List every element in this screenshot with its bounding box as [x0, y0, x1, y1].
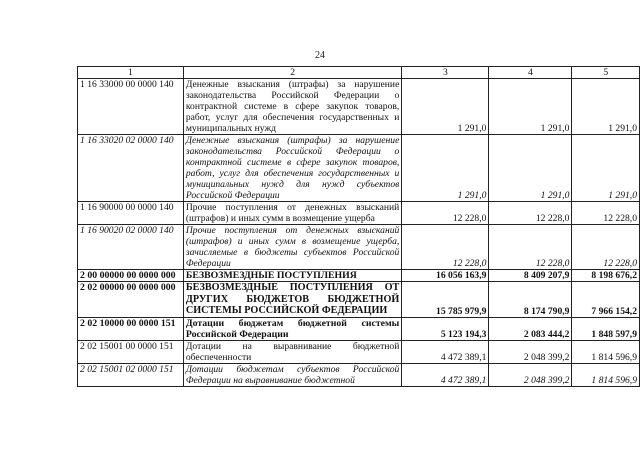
row-value-3-cell: 1 848 597,9: [572, 317, 640, 340]
table-header-row: [78, 67, 640, 79]
row-value-3-cell: 12 228,0: [572, 225, 640, 270]
table-row: [78, 317, 640, 340]
header-col-1: 1: [78, 67, 184, 79]
row-description-cell: БЕЗВОЗМЕЗДНЫЕ ПОСТУПЛЕНИЯ: [183, 270, 401, 282]
row-value-3-cell: 12 228,0: [572, 202, 640, 225]
row-description-cell: БЕЗВОЗМЕЗДНЫЕ ПОСТУПЛЕНИЯ ОТ ДРУГИХ БЮДЖЕТОВ БЮДЖЕТНОЙ СИСТЕМЫ РОССИЙСКОЙ ФЕДЕРАЦИИ: [183, 282, 401, 318]
row-value-3-cell: 8 198 676,2: [572, 270, 640, 282]
row-description-cell: Дотации бюджетам субъектов Российской Федерации на выравнивание бюджетной: [183, 363, 401, 386]
budget-revenue-table: [77, 66, 640, 387]
row-value-1-cell: 12 228,0: [402, 225, 489, 270]
row-code-cell: 1 16 90020 02 0000 140: [78, 225, 184, 270]
row-value-2-cell: 1 291,0: [489, 135, 572, 202]
page-number: 24: [315, 50, 325, 61]
row-description-cell: Дотации на выравнивание бюджетной обеспеченности: [183, 340, 401, 363]
row-value-3-cell: 1 291,0: [572, 135, 640, 202]
row-value-2-cell: 8 174 790,9: [489, 282, 572, 318]
row-value-2-cell: 12 228,0: [489, 225, 572, 270]
row-description-cell: Денежные взыскания (штрафы) за нарушение законодательства Российской Федерации о контрактной системе в сфере закупок товаров, работ, услуг для обеспечения государственных и муниципальных нужд для нужд субъектов Российской Федерации: [183, 135, 401, 202]
row-value-2-cell: 2 083 444,2: [489, 317, 572, 340]
table-row: [78, 340, 640, 363]
row-value-1-cell: 1 291,0: [402, 135, 489, 202]
table-row: [78, 270, 640, 282]
row-description-cell: Денежные взыскания (штрафы) за нарушение законодательства Российской Федерации о контрактной системе в сфере закупок товаров, работ, услуг для обеспечения государственных и муниципальных нужд: [183, 79, 401, 135]
row-value-1-cell: 5 123 194,3: [402, 317, 489, 340]
row-value-3-cell: 1 291,0: [572, 79, 640, 135]
row-value-3-cell: 7 966 154,2: [572, 282, 640, 318]
row-value-1-cell: 12 228,0: [402, 202, 489, 225]
row-value-2-cell: 8 409 207,9: [489, 270, 572, 282]
row-value-2-cell: 1 291,0: [489, 79, 572, 135]
row-value-2-cell: 12 228,0: [489, 202, 572, 225]
row-code-cell: 1 16 33020 02 0000 140: [78, 135, 184, 202]
table-row: [78, 363, 640, 386]
table-row: [78, 135, 640, 202]
row-code-cell: 2 02 00000 00 0000 000: [78, 282, 184, 318]
table-row: [78, 79, 640, 135]
row-value-3-cell: 1 814 596,9: [572, 340, 640, 363]
table-row: [78, 225, 640, 270]
row-value-2-cell: 2 048 399,2: [489, 340, 572, 363]
row-value-3-cell: 1 814 596,9: [572, 363, 640, 386]
row-code-cell: 2 02 15001 00 0000 151: [78, 340, 184, 363]
row-description-cell: Прочие поступления от денежных взысканий (штрафов) и иных сумм в возмещение ущерба: [183, 202, 401, 225]
row-code-cell: 2 02 10000 00 0000 151: [78, 317, 184, 340]
row-value-1-cell: 16 056 163,9: [402, 270, 489, 282]
header-col-2: 2: [183, 67, 401, 79]
table-body: [78, 79, 640, 387]
row-value-1-cell: 15 785 979,9: [402, 282, 489, 318]
row-description-cell: Прочие поступления от денежных взысканий (штрафов) и иных сумм в возмещение ущерба, зачисляемые в бюджеты субъектов Российской Федерации: [183, 225, 401, 270]
header-col-4: 4: [489, 67, 572, 79]
row-value-1-cell: 1 291,0: [402, 79, 489, 135]
header-col-3: 3: [402, 67, 489, 79]
header-col-5: 5: [572, 67, 640, 79]
row-code-cell: 2 02 15001 02 0000 151: [78, 363, 184, 386]
row-value-2-cell: 2 048 399,2: [489, 363, 572, 386]
row-code-cell: 1 16 90000 00 0000 140: [78, 202, 184, 225]
row-code-cell: 2 00 00000 00 0000 000: [78, 270, 184, 282]
row-value-1-cell: 4 472 389,1: [402, 340, 489, 363]
row-value-1-cell: 4 472 389,1: [402, 363, 489, 386]
row-description-cell: Дотации бюджетам бюджетной системы Российской Федерации: [183, 317, 401, 340]
row-code-cell: 1 16 33000 00 0000 140: [78, 79, 184, 135]
table-row: [78, 202, 640, 225]
table-row: [78, 282, 640, 318]
